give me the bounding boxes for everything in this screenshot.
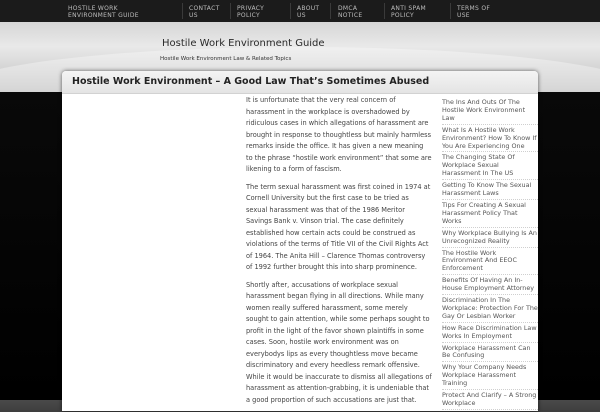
nav-divider — [290, 3, 291, 19]
sidebar-recent-posts — [442, 98, 538, 411]
nav-home-link[interactable]: HOSTILE WORK ENVIRONMENT GUIDE — [68, 5, 139, 19]
sidebar-link[interactable]: Benefits Of Having An In-House Employment Attorney — [442, 276, 538, 295]
nav-privacy-link[interactable]: PRIVACY POLICY — [237, 5, 265, 19]
sidebar-link[interactable]: Getting To Know The Sexual Harassment Laws — [442, 181, 538, 200]
sidebar-link[interactable]: Discrimination In The Workplace: Protection For The Gay Or Lesbian Worker — [442, 296, 538, 323]
nav-antispam-link[interactable]: ANTI SPAM POLICY — [391, 5, 426, 19]
sidebar-link[interactable]: How Race Discrimination Law Works In Employment — [442, 324, 538, 343]
site-description: Hostile Work Environment Law & Related Topics — [160, 56, 292, 62]
sidebar-link[interactable]: Protect And Clarify – A Strong Workplace — [442, 391, 538, 410]
site-title[interactable]: Hostile Work Environment Guide — [162, 38, 325, 49]
post-paragraph: It is unfortunate that the very real concern of harassment in the workplace is overshadowed by ridiculous cases in which allegations of harassment are brought in response to thoughtless but mainly harmless remarks inside the office. It has given a new meaning to the phrase “hostile work environment” that some are likening to a form of fascism. — [246, 96, 432, 173]
nav-divider — [230, 3, 231, 19]
nav-about-link[interactable]: ABOUT US — [297, 5, 320, 19]
post-content — [246, 95, 432, 412]
nav-terms-link[interactable]: TERMS OF USE — [457, 5, 491, 19]
sidebar-link[interactable]: The Hostile Work Environment And EEOC Enforcement — [442, 249, 538, 276]
nav-contact-link[interactable]: CONTACT US — [189, 5, 220, 19]
sidebar-link[interactable]: The Changing State Of Workplace Sexual Harassment In The US — [442, 153, 538, 180]
sidebar-link[interactable]: Workplace Harassment Can Be Confusing — [442, 344, 538, 363]
nav-divider — [384, 3, 385, 19]
sidebar-link[interactable]: Why Workplace Bullying Is An Unrecognized Reality — [442, 229, 538, 248]
post-paragraph: The term sexual harassment was first coined in 1974 at Cornell University but the first case to be tried as sexual harassment was that of the 1986 Meritor Savings Bank v. Vinson trial. The case definitely established how certain acts could be construed as violations of the terms of Title VII of the Civil Rights Act of 1964. The Anita Hill – Clarence Thomas controversy of 1992 further brought this into sharp prominence. — [246, 182, 431, 271]
sidebar-link[interactable]: What Is A Hostile Work Environment? How To Know If You Are Experiencing One — [442, 126, 538, 153]
nav-dmca-link[interactable]: DMCA NOTICE — [338, 5, 363, 19]
sidebar-link[interactable]: The Ins And Outs Of The Hostile Work Environment Law — [442, 98, 538, 125]
sidebar-link[interactable]: Tips For Creating A Sexual Harassment Policy That Works — [442, 201, 538, 228]
top-navigation — [0, 0, 600, 23]
post-title-bar — [62, 71, 538, 94]
nav-divider — [330, 3, 331, 19]
main-panel — [62, 71, 538, 411]
post-title[interactable]: Hostile Work Environment – A Good Law That’s Sometimes Abused — [72, 76, 430, 87]
sidebar-link[interactable]: Why Your Company Needs Workplace Harassment Training — [442, 363, 538, 390]
nav-divider — [182, 3, 183, 19]
nav-divider — [450, 3, 451, 19]
post-paragraph: Shortly after, accusations of workplace sexual harassment began flying in all directions. While many women really suffered harassment, some merely sought to gain attention, while some perhaps sought to profit in the light of the favor shown plaintiffs in some cases. Soon, hostile work environment was on everybodys lips as every thoughtless move became discriminatory and every heedless remark offensive. While it would be inaccurate to dismiss all allegations of harassment as attention-grabbing, it is undeniable that a good proportion of such accusations are just that. — [246, 280, 432, 404]
